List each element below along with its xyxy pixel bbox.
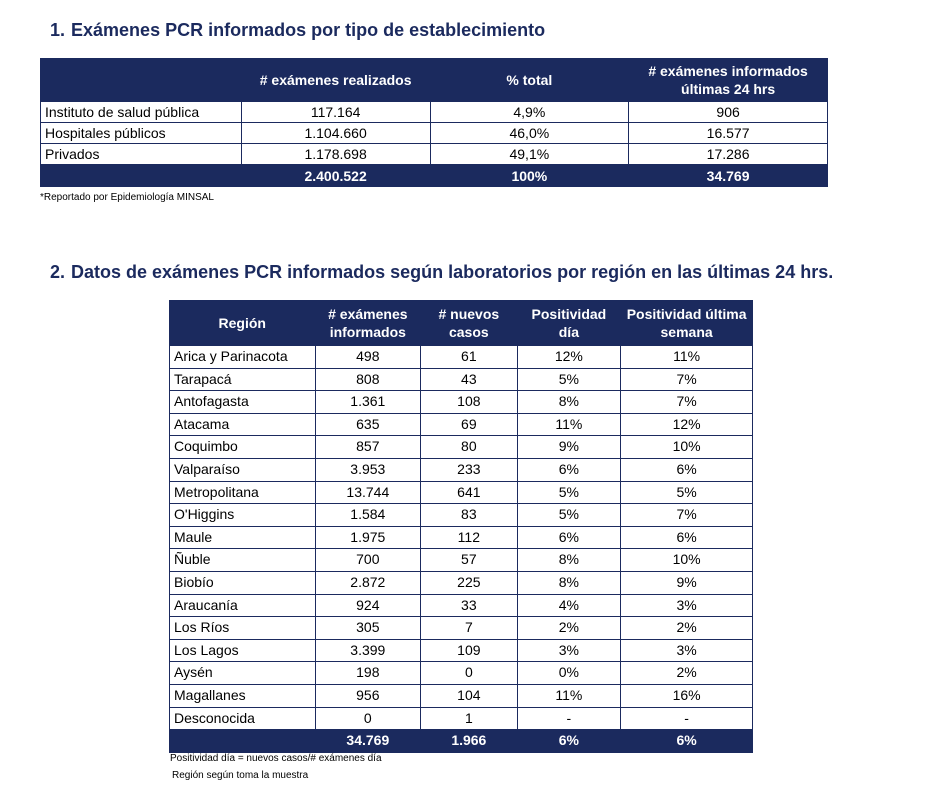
positividad-dia: 2% bbox=[517, 617, 621, 640]
ultimas-24-hrs: 17.286 bbox=[629, 144, 828, 165]
nuevos-casos: 7 bbox=[421, 617, 517, 640]
total-label-empty bbox=[41, 165, 242, 187]
table-row bbox=[170, 368, 753, 391]
table-row bbox=[170, 549, 753, 572]
region-name: Metropolitana bbox=[170, 481, 316, 504]
table-row bbox=[170, 662, 753, 685]
nuevos-casos: 61 bbox=[421, 346, 517, 369]
section-1-number: 1. bbox=[50, 20, 66, 40]
examenes-informados: 305 bbox=[315, 617, 421, 640]
positividad-dia: 6% bbox=[517, 526, 621, 549]
total-ultimas-24: 34.769 bbox=[629, 165, 828, 187]
header-positividad-semana: Positividad última semana bbox=[621, 301, 753, 346]
positividad-dia: 5% bbox=[517, 368, 621, 391]
total-realizados: 2.400.522 bbox=[241, 165, 430, 187]
header-ultimas-24: # exámenes informados últimas 24 hrs bbox=[629, 59, 828, 102]
positividad-semana: 7% bbox=[621, 368, 753, 391]
section-2-title bbox=[50, 262, 833, 283]
examenes-informados: 3.953 bbox=[315, 458, 421, 481]
positividad-semana: 16% bbox=[621, 684, 753, 707]
positividad-semana: 12% bbox=[621, 413, 753, 436]
header-positividad-dia: Positividad día bbox=[517, 301, 621, 346]
nuevos-casos: 109 bbox=[421, 639, 517, 662]
examenes-informados: 1.584 bbox=[315, 504, 421, 527]
nuevos-casos: 233 bbox=[421, 458, 517, 481]
region-table bbox=[169, 300, 753, 753]
nuevos-casos: 225 bbox=[421, 571, 517, 594]
nuevos-casos: 69 bbox=[421, 413, 517, 436]
footnote-region: Región según toma la muestra bbox=[172, 770, 309, 781]
header-pct-total: % total bbox=[430, 59, 629, 102]
examenes-informados: 956 bbox=[315, 684, 421, 707]
header-examenes-realizados: # exámenes realizados bbox=[241, 59, 430, 102]
region-name: Valparaíso bbox=[170, 458, 316, 481]
positividad-dia: 8% bbox=[517, 391, 621, 414]
header-region: Región bbox=[170, 301, 316, 346]
table-row bbox=[41, 102, 828, 123]
region-name: Desconocida bbox=[170, 707, 316, 730]
examenes-realizados: 1.104.660 bbox=[241, 123, 430, 144]
examenes-informados: 1.975 bbox=[315, 526, 421, 549]
positividad-dia: 11% bbox=[517, 413, 621, 436]
total-pos-dia: 6% bbox=[517, 730, 621, 753]
positividad-semana: 9% bbox=[621, 571, 753, 594]
positividad-dia: 11% bbox=[517, 684, 621, 707]
section-2-title-text: Datos de exámenes PCR informados según laboratorios por región en las últimas 24 hrs. bbox=[71, 262, 834, 282]
pct-total: 46,0% bbox=[430, 123, 629, 144]
total-examenes: 34.769 bbox=[315, 730, 421, 753]
header-empty bbox=[41, 59, 242, 102]
header-examenes-informados: # exámenes informados bbox=[315, 301, 421, 346]
examenes-informados: 635 bbox=[315, 413, 421, 436]
positividad-semana: 6% bbox=[621, 526, 753, 549]
table-row bbox=[170, 639, 753, 662]
region-name: Antofagasta bbox=[170, 391, 316, 414]
region-name: Tarapacá bbox=[170, 368, 316, 391]
examenes-informados: 808 bbox=[315, 368, 421, 391]
region-name: Los Ríos bbox=[170, 617, 316, 640]
pct-total: 49,1% bbox=[430, 144, 629, 165]
table-row bbox=[41, 144, 828, 165]
table-row bbox=[170, 526, 753, 549]
nuevos-casos: 33 bbox=[421, 594, 517, 617]
section-2-number: 2. bbox=[50, 262, 66, 282]
nuevos-casos: 80 bbox=[421, 436, 517, 459]
region-name: Coquimbo bbox=[170, 436, 316, 459]
positividad-semana: 3% bbox=[621, 594, 753, 617]
table-row bbox=[170, 481, 753, 504]
positividad-semana: 2% bbox=[621, 662, 753, 685]
examenes-informados: 13.744 bbox=[315, 481, 421, 504]
positividad-semana: 10% bbox=[621, 436, 753, 459]
nuevos-casos: 104 bbox=[421, 684, 517, 707]
table-row bbox=[170, 504, 753, 527]
establishment-table bbox=[40, 58, 828, 187]
positividad-semana: 3% bbox=[621, 639, 753, 662]
table-row bbox=[170, 594, 753, 617]
table-row bbox=[170, 707, 753, 730]
total-row bbox=[170, 730, 753, 753]
table-row bbox=[170, 458, 753, 481]
nuevos-casos: 83 bbox=[421, 504, 517, 527]
positividad-dia: 8% bbox=[517, 549, 621, 572]
region-name: O'Higgins bbox=[170, 504, 316, 527]
table-row bbox=[170, 413, 753, 436]
examenes-realizados: 117.164 bbox=[241, 102, 430, 123]
positividad-semana: 5% bbox=[621, 481, 753, 504]
region-name: Ñuble bbox=[170, 549, 316, 572]
total-label-empty bbox=[170, 730, 316, 753]
positividad-semana: 11% bbox=[621, 346, 753, 369]
positividad-dia: 12% bbox=[517, 346, 621, 369]
footnote-positividad: Positividad día = nuevos casos/# exámenes día bbox=[170, 753, 382, 764]
positividad-dia: 0% bbox=[517, 662, 621, 685]
nuevos-casos: 1 bbox=[421, 707, 517, 730]
region-name: Araucanía bbox=[170, 594, 316, 617]
examenes-informados: 0 bbox=[315, 707, 421, 730]
table-row bbox=[41, 123, 828, 144]
positividad-dia: 9% bbox=[517, 436, 621, 459]
examenes-informados: 700 bbox=[315, 549, 421, 572]
establishment-name: Instituto de salud pública bbox=[41, 102, 242, 123]
table-header-row bbox=[170, 301, 753, 346]
total-casos: 1.966 bbox=[421, 730, 517, 753]
positividad-semana: 6% bbox=[621, 458, 753, 481]
positividad-semana: 2% bbox=[621, 617, 753, 640]
table-row bbox=[170, 617, 753, 640]
region-name: Arica y Parinacota bbox=[170, 346, 316, 369]
table-header-row bbox=[41, 59, 828, 102]
ultimas-24-hrs: 16.577 bbox=[629, 123, 828, 144]
total-pct: 100% bbox=[430, 165, 629, 187]
nuevos-casos: 0 bbox=[421, 662, 517, 685]
table-row bbox=[170, 346, 753, 369]
positividad-dia: 5% bbox=[517, 504, 621, 527]
section-1-title bbox=[50, 20, 545, 41]
pct-total: 4,9% bbox=[430, 102, 629, 123]
positividad-dia: 4% bbox=[517, 594, 621, 617]
establishment-name: Hospitales públicos bbox=[41, 123, 242, 144]
positividad-dia: 6% bbox=[517, 458, 621, 481]
positividad-dia: 5% bbox=[517, 481, 621, 504]
total-pos-semana: 6% bbox=[621, 730, 753, 753]
establishment-name: Privados bbox=[41, 144, 242, 165]
examenes-informados: 198 bbox=[315, 662, 421, 685]
region-name: Maule bbox=[170, 526, 316, 549]
header-nuevos-casos: # nuevos casos bbox=[421, 301, 517, 346]
positividad-semana: - bbox=[621, 707, 753, 730]
positividad-semana: 7% bbox=[621, 391, 753, 414]
positividad-semana: 10% bbox=[621, 549, 753, 572]
examenes-informados: 3.399 bbox=[315, 639, 421, 662]
positividad-semana: 7% bbox=[621, 504, 753, 527]
positividad-dia: 8% bbox=[517, 571, 621, 594]
positividad-dia: - bbox=[517, 707, 621, 730]
section-1-title-text: Exámenes PCR informados por tipo de establecimiento bbox=[71, 20, 546, 40]
region-name: Aysén bbox=[170, 662, 316, 685]
nuevos-casos: 641 bbox=[421, 481, 517, 504]
region-name: Biobío bbox=[170, 571, 316, 594]
total-row bbox=[41, 165, 828, 187]
nuevos-casos: 57 bbox=[421, 549, 517, 572]
examenes-informados: 498 bbox=[315, 346, 421, 369]
nuevos-casos: 108 bbox=[421, 391, 517, 414]
table-row bbox=[170, 571, 753, 594]
examenes-informados: 1.361 bbox=[315, 391, 421, 414]
nuevos-casos: 112 bbox=[421, 526, 517, 549]
ultimas-24-hrs: 906 bbox=[629, 102, 828, 123]
positividad-dia: 3% bbox=[517, 639, 621, 662]
examenes-informados: 2.872 bbox=[315, 571, 421, 594]
examenes-realizados: 1.178.698 bbox=[241, 144, 430, 165]
table-row bbox=[170, 436, 753, 459]
region-name: Magallanes bbox=[170, 684, 316, 707]
region-name: Los Lagos bbox=[170, 639, 316, 662]
table-row bbox=[170, 391, 753, 414]
nuevos-casos: 43 bbox=[421, 368, 517, 391]
footnote-minsal: *Reportado por Epidemiología MINSAL bbox=[40, 192, 214, 203]
table-row bbox=[170, 684, 753, 707]
examenes-informados: 857 bbox=[315, 436, 421, 459]
examenes-informados: 924 bbox=[315, 594, 421, 617]
region-name: Atacama bbox=[170, 413, 316, 436]
